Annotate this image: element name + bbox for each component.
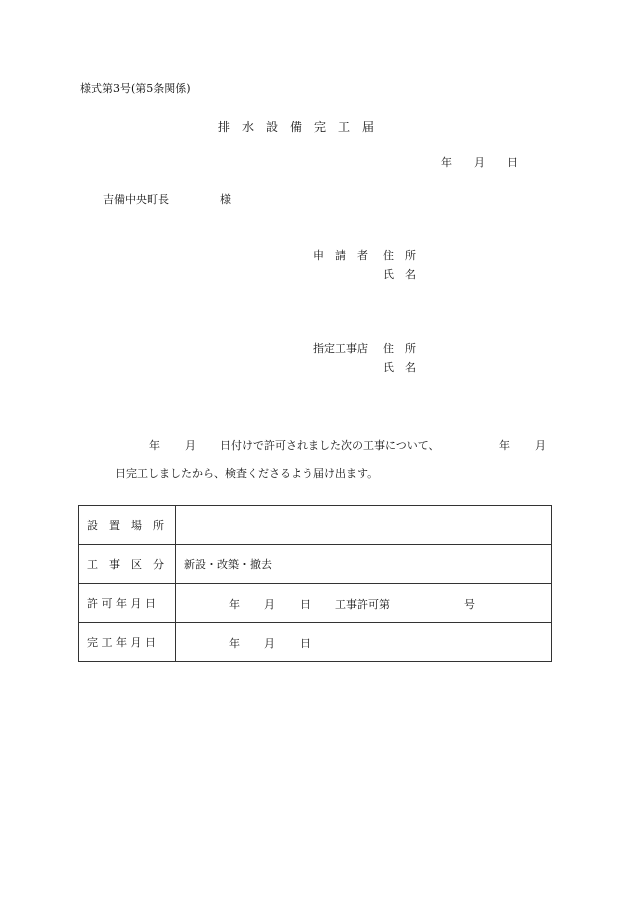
permit-month: 月: [264, 598, 275, 611]
body-text-line2: 日完工しましたから、検査くださるよう届け出ます。: [115, 467, 379, 480]
work-category-label: 工 事 区 分: [79, 545, 176, 584]
document-title: 排 水 設 備 完 工 届: [218, 120, 375, 134]
addressee: 吉備中央町長: [103, 193, 169, 206]
permit-day: 日: [300, 598, 311, 611]
table-row: [79, 506, 552, 545]
installation-location-value: [176, 506, 552, 545]
addressee-honorific: 様: [220, 193, 231, 206]
body-month2: 月: [535, 439, 546, 452]
permit-number-label: 工事許可第: [335, 598, 390, 611]
table-row: [79, 584, 552, 623]
completion-month: 月: [264, 637, 275, 650]
applicant-name-label: 氏 名: [383, 268, 416, 281]
body-year2: 年: [499, 439, 510, 452]
body-text-line1: 日付けで許可されました次の工事について、: [220, 439, 440, 452]
body-month: 月: [185, 439, 196, 452]
permit-date-cell: [176, 584, 552, 623]
submission-date: 年 月 日: [441, 156, 518, 169]
completion-date-label: 完 工 年 月 日: [79, 623, 176, 662]
body-year: 年: [149, 439, 160, 452]
contractor-name-label: 氏 名: [383, 361, 416, 374]
contractor-address-label: 住 所: [383, 342, 416, 355]
work-category-value: 新設・改築・撤去: [176, 545, 552, 584]
permit-date-label: 許 可 年 月 日: [79, 584, 176, 623]
completion-date-cell: [176, 623, 552, 662]
applicant-address-label: 住 所: [383, 249, 416, 262]
completion-day: 日: [300, 637, 311, 650]
applicant-label: 申 請 者: [313, 249, 368, 262]
completion-table: [78, 505, 552, 662]
permit-number-suffix: 号: [464, 598, 475, 611]
contractor-label: 指定工事店: [313, 342, 368, 355]
table-row: [79, 545, 552, 584]
completion-year: 年: [229, 637, 240, 650]
table-row: [79, 623, 552, 662]
installation-location-label: 設 置 場 所: [79, 506, 176, 545]
form-number: 様式第3号(第5条関係): [80, 82, 191, 95]
permit-year: 年: [229, 598, 240, 611]
